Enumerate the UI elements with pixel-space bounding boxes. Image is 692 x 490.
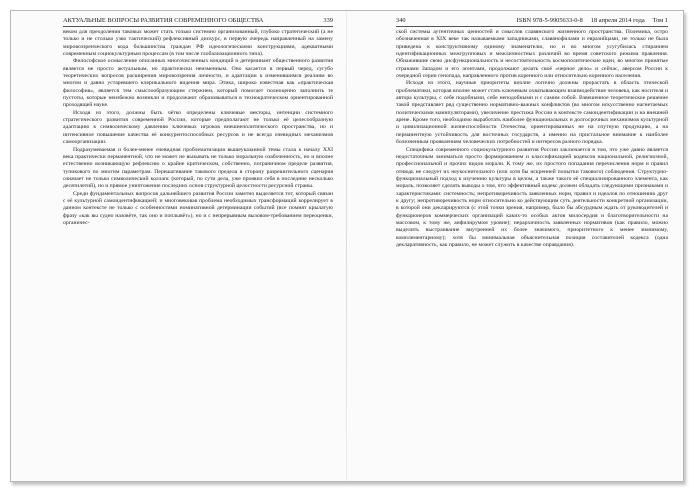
paragraph: Подразумеваемая и более-менее очевидная проблематизация вышеуказанной темы стала к началу XXI века практически перманентной, что не может не вызывать не только моральную озабоченность, но и вполне естественно возникающую рефлексию о крайне критическом, собственно, пограничном пределе развития, тупикового по многим параметрам. Перешагивание такового предела в сторону разрешительного сценария означает не только символический коллапс (который, по сути дела, уже проявил себя в последние несколько десятилетий), но и прямое уничтожение последних основ структурной целостности ресурсной страны.	[63, 146, 333, 190]
running-title: АКТУАЛЬНЫЕ ВОПРОСЫ РАЗВИТИЯ СОВРЕМЕННОГО ОБЩЕСТВА	[63, 17, 264, 24]
publication-info	[517, 17, 668, 25]
isbn: ISBN 978-5-9905633-0-8	[516, 17, 583, 24]
page-gutter	[346, 11, 347, 481]
paragraph: Исходя из этого, должны быть чётко определены ключевые векторы, интенции системного стратегического развития современной России, которые предполагают не только её целесообразную адаптацию к символическому давлению ключевых игроков внешнеполитического пространства, но и интенсивное повышение качества её конкурентоспособных ресурсов и не всегда очевидных механизмов самоорганизации.	[63, 109, 333, 146]
page-body	[63, 29, 333, 227]
page-number: 340	[396, 17, 406, 24]
running-head	[396, 17, 668, 27]
book-spread	[10, 10, 684, 482]
volume-label: Том 1	[652, 17, 668, 24]
conference-date: 18 апреля 2014 года	[590, 17, 645, 24]
page-number: 339	[323, 17, 333, 24]
paragraph: Исходя из этого, научные приоритеты вполне логично должны прорастать в область этической проблематики, которая вполне может стать ключевым охватывающим взаимодействие человека, как носителя и автора культуры, с себе подобными, себе неподобными и с самим собой. Взвешенное теоретическое решение такой представляет ряд существенно нормативно-важных конфликтов (во многом искусственно нагнетаемых политическими манипуляторами), увеличение престижа России в контексте самоидентификации и на внешней арене. Кроме того, необходимо выработать наиболее функциональных и долгосрочных механизмов культурной и цивилизационной жизнеспособности Отечества, ориентированных не на спутную продукцию, а на перманентную устойчивость для восточных государств, а именно на пристальное внимание к наиболее болезненным проявлениям человеческих потребностей и интересов разного порядка.	[396, 80, 668, 146]
paragraph: Специфика современного социокультурного развития России заключается в том, что уже давно является недостаточным заниматься просто формированием и классификацией кодексов национальной, религиозной, профессиональной и прочих видов морали. К тому же, их простого попадания перечисления норм и правил отнюдь не следует их неукоснительного (или хотя бы искренней попытки такового) соблюдения. Структурно-функциональный подход к изучению культуры в целом, а также такого её специализированного элемента, как мораль, позволяет сделать выводы о том, что эффективный кодекс должен обладать следующими признаками и характеристиками: системность; непротиворечивость заявленных норм, правил и идеалов по отношению друг к другу; непротиворечивость норм относительно ко действующим суть деятельности конкретной организации, в которой они декларируются (с этой точки зрения, например, было бы абсурдным ждать от руководителей и функционеров коммерческих организаций каких-то особых актов милосердия и благотворительности на массовом, к тому же, анфилирумом уровне); иерархичность заявленных нормативов (как правило, можно выделить выстраивание внутренней их более значимого, приоритетного к менее значимому, комплементарному); хотя бы минимальная объяснительная позиция составителей кодекса (одна декларативность, как правило, не может служить в качестве оправдания).	[396, 146, 668, 248]
paragraph: Философское осмысление описанных многочисленных кондиций и детерминант общественного развития является не просто актуальным, но практически неизменным. Оно касается в первый черед, сугубо теоретических вопросов расширения мировоззрения личности, и адаптации к изменившимся реалиям во многом и давно устаревшего клерикального видения мира. Этика, широко известная как «практическая философия», является тем смыслообразующим стержнем, который помогает полноценно заполнить те пустоты, которые неизбежно возникли и продолжают образовываться в технократическом ориентированной проходящей науке.	[63, 58, 333, 109]
paragraph: веком для преодоления таковых может стать только системно организованный, глубоко стратегический (а не только и не столько узко тактический) рефлексивный дискурс, в первую очередь направленный на замену мировоззренческого кода большинства граждан РФ идеологическими конструкциями, адекватными современным социокультурным процессам (в том числе глобализационного типа).	[63, 29, 333, 58]
paragraph: ской системы аутентичных ценностей и смыслов славянского жизненного пространства. Полемика, остро обозначенная в XIX веке так называемыми западниками, славянофилами и евразийцами, не только не была приведена к конструктивному единому знаменателю, но и во многом усугубилась стиранием идентификационных межгрупповых и межличностных различий во время советского режима правления. Обнажившие свою дисфункциональность и несостоятельность космополитические идеи, во многом принятые странами Западом и его агентами, продолжают делать своё «черное дело» и сейчас, аверсом России к очередной серии генопада, направленного против коренного или относительно коренного населения.	[396, 29, 668, 80]
paragraph: Среди фундаментальных вопросов дальнейшего развития России заметно выделяется тот, который связан с её культурной самоидентификацией; и многовековая проблема необходимых трансформаций коррелирует в данном контексте не только с особенностями номинативной детерминации событий (все помнят крылатую фразу «как вы судно назовёте, так оно и поплывёт»), но и с непрерывным вызовом-требованием переоценки, органичес-	[63, 190, 333, 226]
page-body	[396, 29, 668, 249]
left-page	[63, 17, 333, 477]
right-page	[396, 17, 668, 477]
running-head	[63, 17, 333, 27]
